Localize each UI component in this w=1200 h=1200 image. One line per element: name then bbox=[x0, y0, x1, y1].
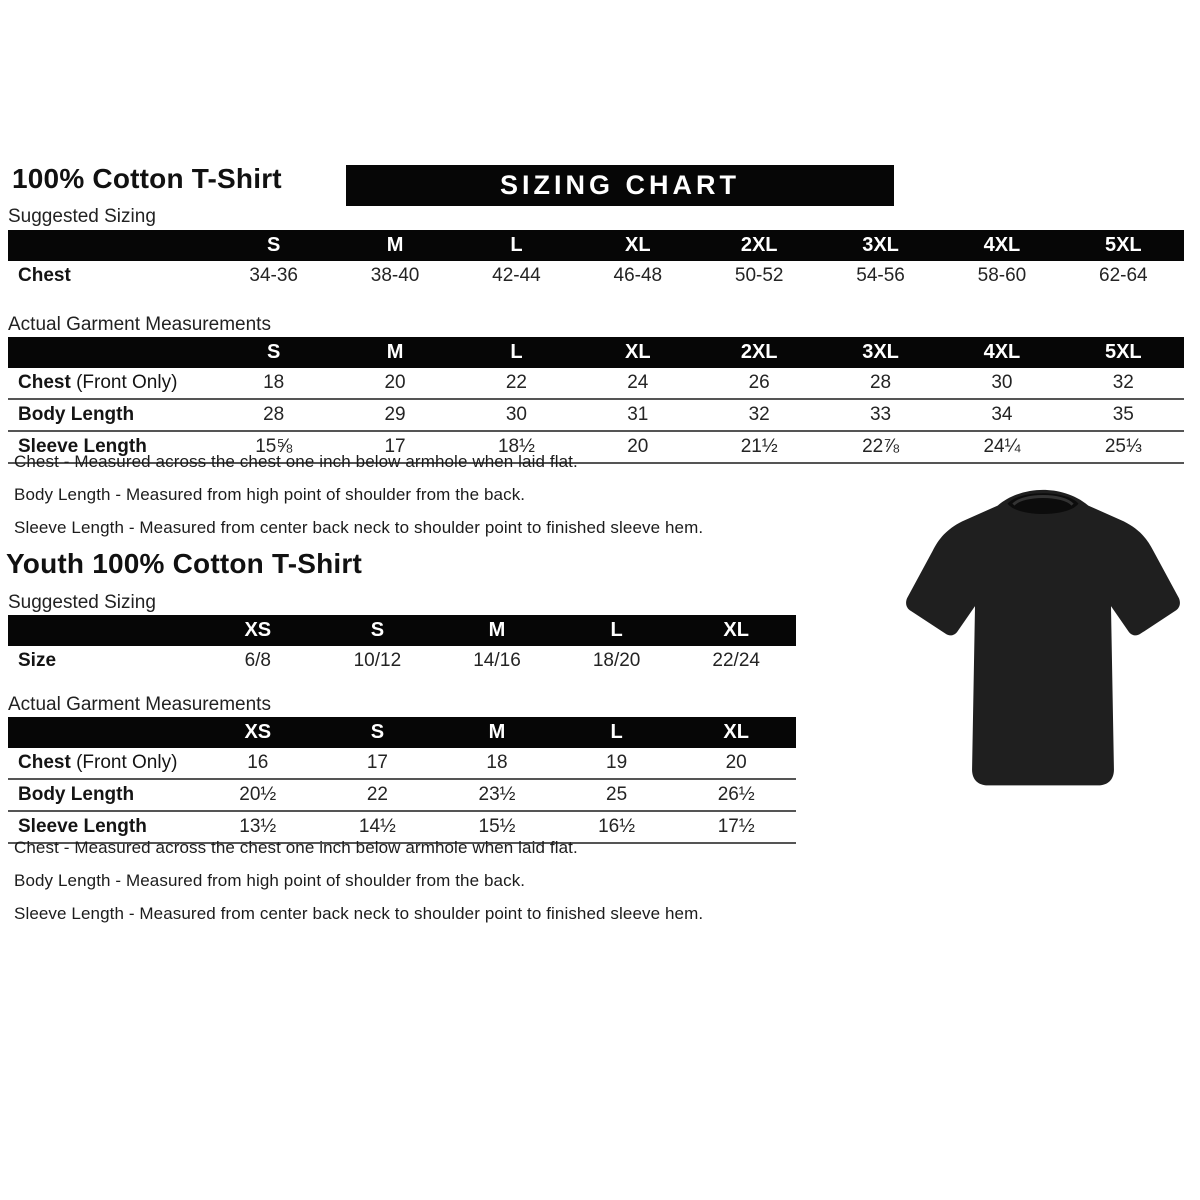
value-cell: 54-56 bbox=[856, 265, 905, 286]
note-line: Chest - Measured across the chest one inch below armhole when laid flat. bbox=[14, 452, 578, 471]
column-header: 5XL bbox=[1104, 234, 1142, 256]
table-header-row bbox=[8, 615, 796, 646]
value-cell: 15½ bbox=[478, 816, 516, 837]
note-line: Body Length - Measured from high point of shoulder from the back. bbox=[14, 871, 526, 890]
row-label-text: Sleeve Length bbox=[18, 436, 147, 457]
column-header: L bbox=[610, 619, 623, 641]
table-row bbox=[8, 400, 1184, 432]
value-cell: 34 bbox=[991, 404, 1013, 425]
note-line: Chest - Measured across the chest one inch below armhole when laid flat. bbox=[14, 838, 578, 857]
value-cell: 23½ bbox=[478, 784, 516, 805]
value-cell: 10/12 bbox=[353, 650, 402, 671]
value-cell: 31 bbox=[627, 404, 649, 425]
adult-actual-measurements-label: Actual Garment Measurements bbox=[8, 314, 271, 335]
youth-actual-measurements-table bbox=[8, 717, 796, 844]
value-cell: 50-52 bbox=[734, 265, 784, 286]
adult-suggested-sizing-label: Suggested Sizing bbox=[8, 206, 156, 227]
table-header-row bbox=[8, 717, 796, 748]
value-cell: 15⅝ bbox=[255, 436, 293, 457]
tshirt-body bbox=[906, 490, 1180, 786]
youth-measurement-notes bbox=[14, 838, 703, 937]
youth-section-title: Youth 100% Cotton T-Shirt bbox=[6, 548, 363, 579]
note-line: Sleeve Length - Measured from center back neck to shoulder point to finished sleeve hem. bbox=[14, 518, 704, 537]
value-cell: 42-44 bbox=[492, 265, 541, 286]
value-cell: 29 bbox=[384, 404, 406, 425]
column-header: 2XL bbox=[740, 234, 778, 256]
value-cell: 58-60 bbox=[977, 265, 1027, 286]
value-cell: 18 bbox=[486, 752, 508, 773]
row-label bbox=[8, 372, 213, 394]
row-label-suffix: (Front Only) bbox=[70, 372, 178, 393]
row-label bbox=[8, 784, 198, 806]
value-cell: 14½ bbox=[358, 816, 396, 837]
column-header: XL bbox=[625, 341, 651, 363]
table-header-row bbox=[8, 337, 1184, 368]
note-line: Body Length - Measured from high point of shoulder from the back. bbox=[14, 485, 526, 504]
row-label bbox=[8, 265, 213, 287]
table-row bbox=[8, 646, 796, 676]
column-header: S bbox=[370, 619, 385, 641]
value-cell: 32 bbox=[748, 404, 770, 425]
value-cell: 26 bbox=[748, 372, 770, 393]
table-row bbox=[8, 261, 1184, 291]
value-cell: 20 bbox=[725, 752, 747, 773]
adult-measurement-notes bbox=[14, 452, 703, 551]
value-cell: 21½ bbox=[740, 436, 778, 457]
value-cell: 30 bbox=[505, 404, 527, 425]
row-label-text: Chest bbox=[18, 265, 71, 286]
value-cell: 32 bbox=[1112, 372, 1134, 393]
row-label-text: Sleeve Length bbox=[18, 816, 147, 837]
value-cell: 18 bbox=[263, 372, 285, 393]
sizing-chart-banner bbox=[346, 165, 894, 206]
table-row bbox=[8, 368, 1184, 400]
value-cell: 62-64 bbox=[1099, 265, 1148, 286]
value-cell: 24¼ bbox=[983, 436, 1021, 457]
column-header: L bbox=[610, 721, 623, 743]
value-cell: 26½ bbox=[717, 784, 755, 805]
page-title: 100% Cotton T-Shirt bbox=[12, 163, 282, 194]
value-cell: 28 bbox=[263, 404, 285, 425]
value-cell: 6/8 bbox=[244, 650, 271, 671]
column-header: XL bbox=[625, 234, 651, 256]
column-header: 2XL bbox=[740, 341, 778, 363]
row-label-text: Size bbox=[18, 650, 57, 671]
adult-suggested-sizing-table bbox=[8, 230, 1184, 291]
value-cell: 14/16 bbox=[473, 650, 521, 671]
column-header: M bbox=[488, 721, 506, 743]
column-header: XS bbox=[244, 721, 272, 743]
row-label-suffix: (Front Only) bbox=[70, 752, 178, 773]
value-cell: 33 bbox=[869, 404, 892, 425]
value-cell: 20 bbox=[627, 436, 649, 457]
row-label bbox=[8, 816, 198, 838]
column-header: S bbox=[267, 341, 281, 363]
row-label-text: Chest bbox=[18, 752, 71, 773]
value-cell: 16½ bbox=[598, 816, 636, 837]
column-header: XL bbox=[723, 721, 749, 743]
value-cell: 35 bbox=[1112, 404, 1134, 425]
column-header: S bbox=[370, 721, 385, 743]
value-cell: 13½ bbox=[239, 816, 277, 837]
value-cell: 25 bbox=[606, 784, 628, 805]
value-cell: 16 bbox=[247, 752, 269, 773]
column-header: L bbox=[510, 234, 523, 256]
column-header: L bbox=[510, 341, 523, 363]
value-cell: 46-48 bbox=[613, 265, 663, 286]
column-header: 3XL bbox=[862, 341, 899, 363]
value-cell: 22 bbox=[366, 784, 388, 805]
value-cell: 22 bbox=[505, 372, 527, 393]
youth-suggested-sizing-label: Suggested Sizing bbox=[8, 592, 156, 613]
youth-actual-measurements-label: Actual Garment Measurements bbox=[8, 694, 271, 715]
value-cell: 17½ bbox=[717, 816, 755, 837]
value-cell: 18/20 bbox=[592, 650, 641, 671]
table-header-row bbox=[8, 230, 1184, 261]
value-cell: 28 bbox=[869, 372, 892, 393]
row-label bbox=[8, 752, 198, 774]
table-row bbox=[8, 780, 796, 812]
column-header: XS bbox=[244, 619, 272, 641]
row-label-text: Chest bbox=[18, 372, 71, 393]
value-cell: 20 bbox=[384, 372, 406, 393]
column-header: 4XL bbox=[983, 234, 1021, 256]
row-label bbox=[8, 404, 213, 426]
value-cell: 25⅓ bbox=[1104, 436, 1142, 457]
value-cell: 20½ bbox=[239, 784, 277, 805]
value-cell: 38-40 bbox=[370, 265, 420, 286]
table-row bbox=[8, 748, 796, 780]
value-cell: 34-36 bbox=[249, 265, 298, 286]
value-cell: 22/24 bbox=[712, 650, 760, 671]
youth-suggested-sizing-table bbox=[8, 615, 796, 676]
note-line: Sleeve Length - Measured from center back neck to shoulder point to finished sleeve hem. bbox=[14, 904, 704, 923]
column-header: M bbox=[386, 234, 404, 256]
column-header: 3XL bbox=[862, 234, 899, 256]
tshirt-image bbox=[893, 478, 1193, 813]
value-cell: 24 bbox=[627, 372, 649, 393]
value-cell: 19 bbox=[606, 752, 628, 773]
adult-actual-measurements-table bbox=[8, 337, 1184, 464]
value-cell: 17 bbox=[384, 436, 406, 457]
value-cell: 22⅞ bbox=[862, 436, 900, 457]
value-cell: 30 bbox=[991, 372, 1013, 393]
row-label bbox=[8, 650, 198, 672]
value-cell: 17 bbox=[366, 752, 388, 773]
column-header: M bbox=[488, 619, 506, 641]
column-header: S bbox=[267, 234, 281, 256]
column-header: XL bbox=[723, 619, 749, 641]
column-header: 5XL bbox=[1104, 341, 1142, 363]
column-header: M bbox=[386, 341, 404, 363]
row-label-text: Body Length bbox=[18, 404, 135, 425]
row-label-text: Body Length bbox=[18, 784, 135, 805]
value-cell: 18½ bbox=[497, 436, 535, 457]
column-header: 4XL bbox=[983, 341, 1021, 363]
sizing-chart-banner-text: SIZING CHART bbox=[500, 170, 740, 200]
